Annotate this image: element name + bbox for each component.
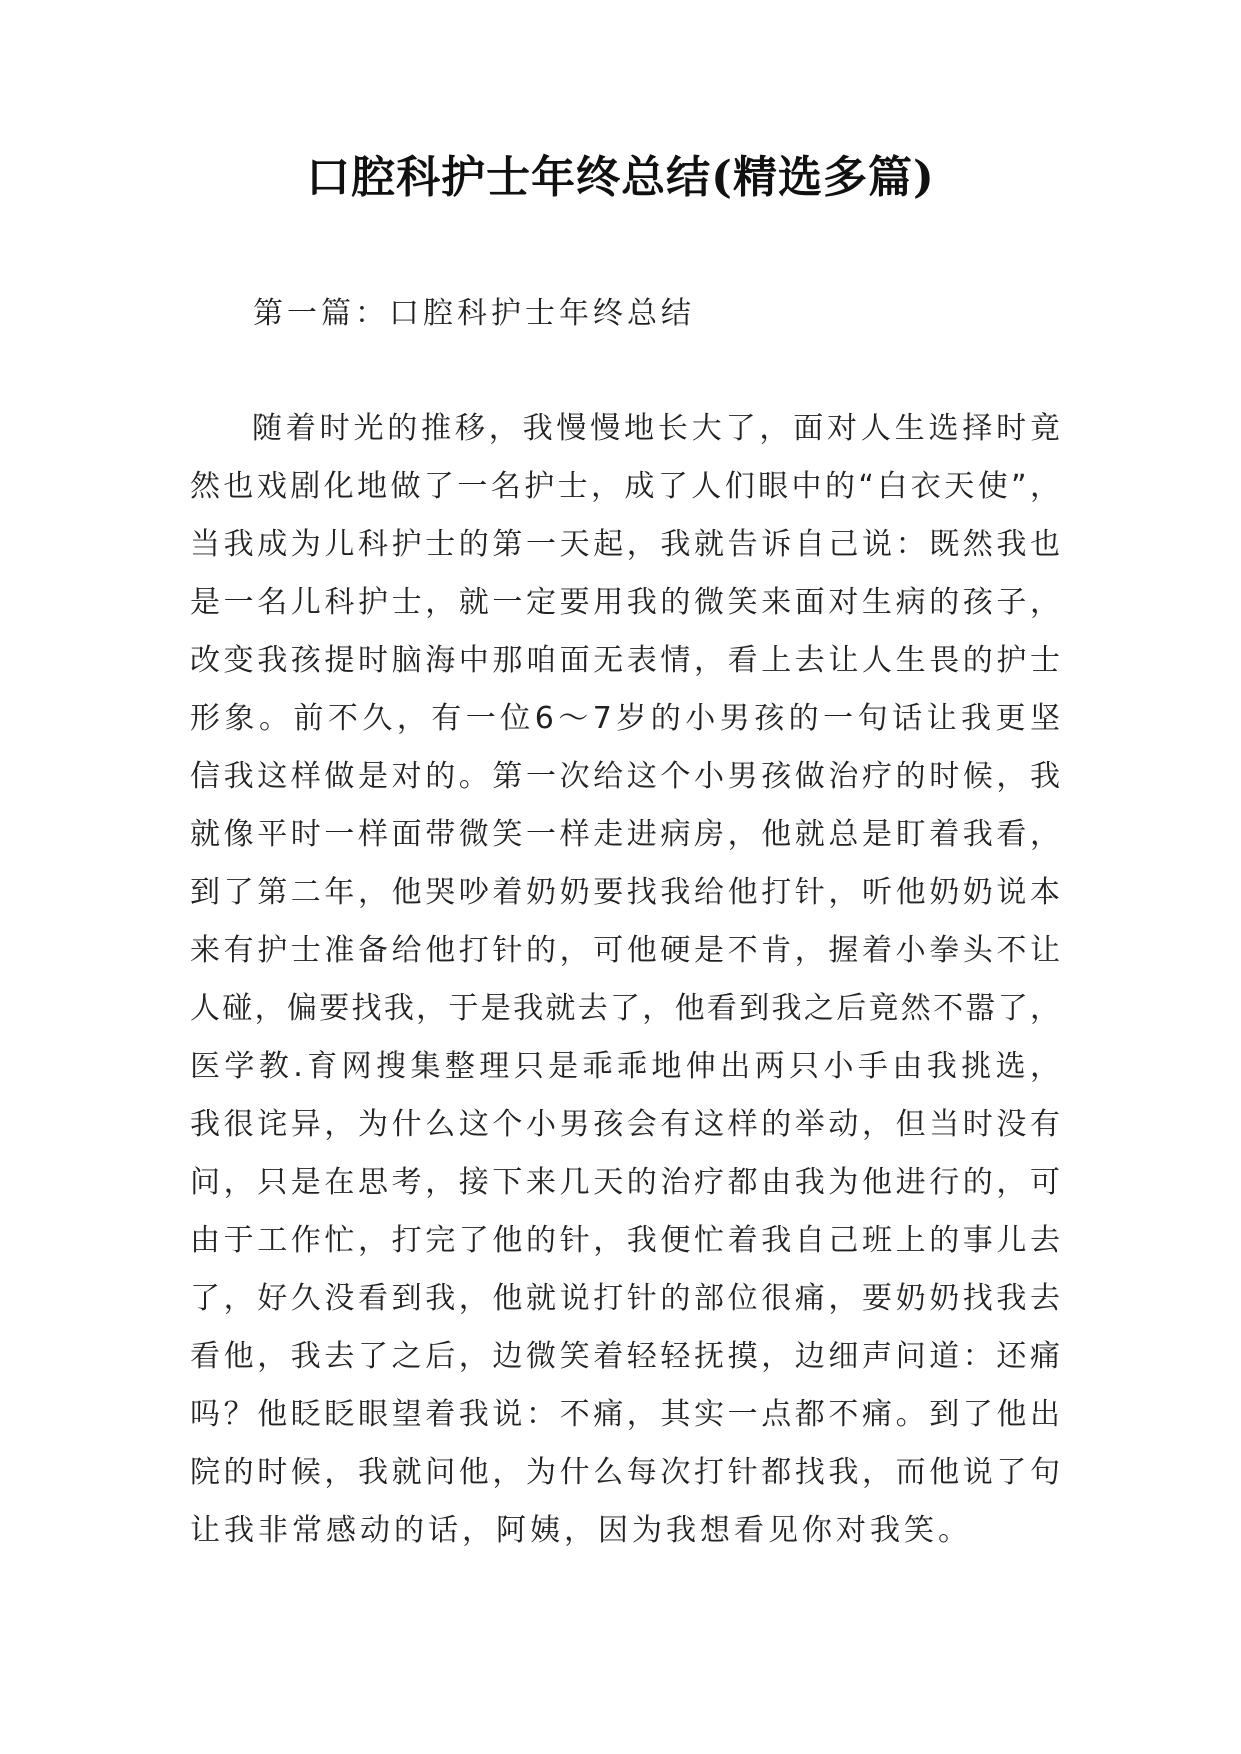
- section-heading: 第一篇：口腔科护士年终总结: [253, 296, 695, 331]
- paragraph-line: [190, 1212, 1060, 1270]
- paragraph-line: [190, 458, 1060, 516]
- paragraph-line-text: 看他，我去了之后，边微笑着轻轻抚摸，边细声问道：还痛: [190, 1339, 1060, 1374]
- paragraph-line-text: 人碰，偏要找我，于是我就去了，他看到我之后竟然不嚣了，: [190, 991, 1060, 1026]
- paragraph-line-text: 了，好久没看到我，他就说打针的部位很痛，要奶奶找我去: [190, 1281, 1060, 1316]
- paragraph-line: [190, 690, 1060, 748]
- paragraph-line-text: 医学教.育网搜集整理只是乖乖地伸出两只小手由我挑选，: [190, 1049, 1060, 1084]
- paragraph-line: [190, 1038, 1060, 1096]
- paragraph-line-text: 信我这样做是对的。第一次给这个小男孩做治疗的时候，我: [190, 759, 1060, 794]
- paragraph-line: [190, 748, 1060, 806]
- paragraph-line-text: 形象。前不久，有一位6～7岁的小男孩的一句话让我更坚: [190, 701, 1060, 736]
- paragraph-line-text: 我很诧异，为什么这个小男孩会有这样的举动，但当时没有: [190, 1107, 1060, 1142]
- paragraph-line: [190, 1502, 1060, 1560]
- paragraph-line-text: 让我非常感动的话，阿姨，因为我想看见你对我笑。: [190, 1513, 972, 1548]
- paragraph-line-text: 就像平时一样面带微笑一样走进病房，他就总是盯着我看，: [190, 817, 1060, 852]
- paragraph-line-text: 改变我孩提时脑海中那咱面无表情，看上去让人生畏的护士: [190, 643, 1060, 678]
- paragraph-line: [190, 1154, 1060, 1212]
- document-title: 口腔科护士年终总结(精选多篇): [306, 152, 935, 203]
- body-paragraph: [190, 400, 1060, 1560]
- paragraph-line-text: 随着时光的推移，我慢慢地长大了，面对人生选择时竟: [252, 411, 1060, 446]
- paragraph-line: [190, 574, 1060, 632]
- paragraph-line: [190, 864, 1060, 922]
- paragraph-line-text: 由于工作忙，打完了他的针，我便忙着我自己班上的事儿去: [190, 1223, 1060, 1258]
- paragraph-line-text: 当我成为儿科护士的第一天起，我就告诉自己说：既然我也: [190, 527, 1060, 562]
- paragraph-line: [190, 1444, 1060, 1502]
- paragraph-line: [190, 1386, 1060, 1444]
- paragraph-line: [190, 1328, 1060, 1386]
- paragraph-line-text: 然也戏剧化地做了一名护士，成了人们眼中的“白衣天使”，: [190, 469, 1060, 504]
- paragraph-line-text: 来有护士准备给他打针的，可他硬是不肯，握着小拳头不让: [190, 933, 1060, 968]
- paragraph-line-text: 院的时候，我就问他，为什么每次打针都找我，而他说了句: [190, 1455, 1060, 1490]
- paragraph-line: [190, 1270, 1060, 1328]
- paragraph-line: [190, 1096, 1060, 1154]
- paragraph-line-text: 问，只是在思考，接下来几天的治疗都由我为他进行的，可: [190, 1165, 1060, 1200]
- paragraph-line: [190, 922, 1060, 980]
- paragraph-line: [190, 632, 1060, 690]
- paragraph-line: [190, 980, 1060, 1038]
- paragraph-line: [190, 400, 1060, 458]
- paragraph-line: [190, 516, 1060, 574]
- paragraph-line-text: 是一名儿科护士，就一定要用我的微笑来面对生病的孩子，: [190, 585, 1060, 620]
- paragraph-line-text: 到了第二年，他哭吵着奶奶要找我给他打针，听他奶奶说本: [190, 875, 1060, 910]
- paragraph-line-text: 吗？他眨眨眼望着我说：不痛，其实一点都不痛。到了他出: [190, 1397, 1060, 1432]
- paragraph-line: [190, 806, 1060, 864]
